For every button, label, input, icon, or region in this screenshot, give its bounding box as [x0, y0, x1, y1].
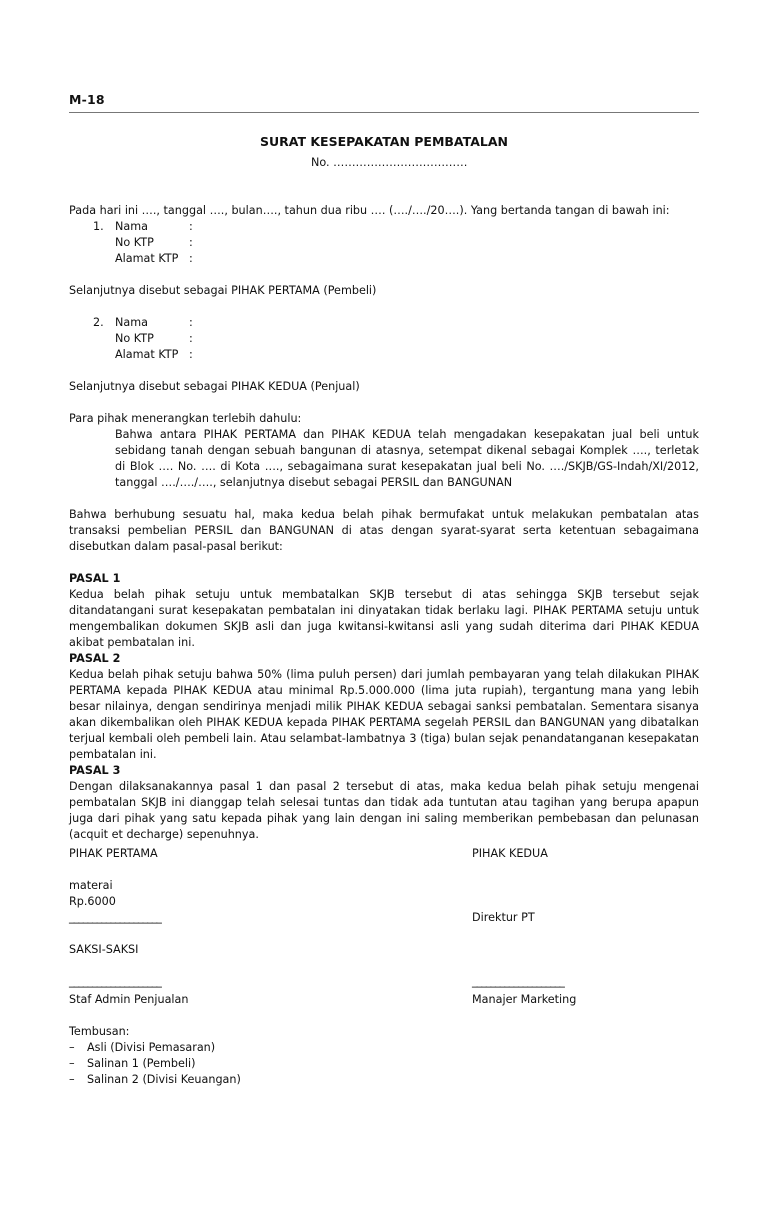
recital-intro: Para pihak menerangkan terlebih dahulu:: [69, 412, 302, 425]
first-party-label: PIHAK PERTAMA: [69, 847, 158, 860]
party-2-address-label: Alamat KTP: [115, 348, 179, 361]
witness-1-title: Staf Admin Penjualan: [69, 993, 189, 1006]
copies-label: Tembusan:: [69, 1025, 130, 1038]
dash-bullet: –: [69, 1057, 75, 1070]
dash-bullet: –: [69, 1041, 75, 1054]
article-2-heading: PASAL 2: [69, 652, 121, 665]
stamp-duty-amount: Rp.6000: [69, 895, 116, 908]
document-title: SURAT KESEPAKATAN PEMBATALAN: [260, 134, 508, 149]
witness-2-title: Manajer Marketing: [472, 993, 577, 1006]
witness-1-signature-line: ____________________: [69, 975, 161, 988]
party-2-designation: Selanjutnya disebut sebagai PIHAK KEDUA (Penjual): [69, 380, 360, 393]
article-2-text: Kedua belah pihak setuju bahwa 50% (lima puluh persen) dari jumlah pembayaran yang telah dilakukan PIHAK PERTAMA kepada PIHAK KEDUA atau minimal Rp.5.000.000 (lima juta rupiah), tergantung mana yang lebih besar nilainya, dengan sendirinya menjadi milik PIHAK KEDUA sebagai sanksi pembatalan. Sementara sisanya akan dikembalikan oleh PIHAK KEDUA kepada PIHAK PERTAMA segelah PERSIL dan BANGUNAN yang dibatalkan terjual kembali oleh pembeli lain. Atau selambat-lambatnya 3 (tiga) bulan sejak penandatanganan kesepakatan pembatalan ini.: [69, 668, 699, 761]
agreement-statement: Bahwa berhubung sesuatu hal, maka kedua belah pihak bermufakat untuk melakukan pembatalan atas transaksi pembelian PERSIL dan BANGUNAN di atas dengan syarat-syarat serta ketentuan sebagaimana disebutkan dalam pasal-pasal berikut:: [69, 508, 699, 553]
party-1-number: 1.: [93, 220, 104, 233]
article-1-heading: PASAL 1: [69, 572, 121, 585]
party-1-address-label: Alamat KTP: [115, 252, 179, 265]
article-1-text: Kedua belah pihak setuju untuk membatalkan SKJB tersebut di atas sehingga SKJB tersebut sejak ditandatangani surat kesepakatan pembatalan ini dinyatakan tidak berlaku lagi. PIHAK PERTAMA setuju untuk mengembalikan dokumen SKJB asli dan juga kwitansi-kwitansi asli yang sudah diterima dari PIHAK KEDUA akibat pembatalan ini.: [69, 588, 699, 649]
article-3-heading: PASAL 3: [69, 764, 121, 777]
list-item: [69, 1056, 196, 1072]
party-1-ktp-label: No KTP: [115, 236, 154, 249]
party-1-ktp-colon: :: [189, 236, 193, 249]
party-1-name-label: Nama: [115, 220, 148, 233]
list-item: [69, 1040, 215, 1056]
copy-item-1: Asli (Divisi Pemasaran): [87, 1041, 216, 1054]
first-party-signature-line: ____________________: [69, 911, 161, 924]
copy-item-3: Salinan 2 (Divisi Keuangan): [87, 1073, 241, 1086]
party-2-name-colon: :: [189, 316, 193, 329]
party-1-name-colon: :: [189, 220, 193, 233]
dash-bullet: –: [69, 1073, 75, 1086]
header-divider: [69, 112, 699, 113]
party-2-ktp-label: No KTP: [115, 332, 154, 345]
party-2-ktp-colon: :: [189, 332, 193, 345]
second-party-title: Direktur PT: [472, 911, 535, 924]
list-item: [69, 1072, 241, 1088]
stamp-duty-label: materai: [69, 879, 113, 892]
witnesses-label: SAKSI-SAKSI: [69, 943, 139, 956]
document-code: M-18: [69, 92, 105, 107]
party-1-address-colon: :: [189, 252, 193, 265]
article-3-text: Dengan dilaksanakannya pasal 1 dan pasal 2 tersebut di atas, maka kedua belah pihak setuju mengenai pembatalan SKJB ini dianggap telah selesai tuntas dan tidak ada tuntutan atau tagihan yang berupa apapun juga dari pihak yang satu kepada pihak yang lain dengan ini saling memberikan pembebasan dan pelunasan (acquit et decharge) sepenuhnya.: [69, 780, 699, 841]
party-2-number: 2.: [93, 316, 104, 329]
recital-body: Bahwa antara PIHAK PERTAMA dan PIHAK KEDUA telah mengadakan kesepakatan jual beli untuk sebidang tanah dengan sebuah bangunan di atasnya, setempat dikenal sebagai Komplek …., terletak di Blok …. No. …. di Kota …., sebagaimana surat kesepakatan jual beli No. …./SKJB/GS-Indah/XI/2012, tanggal …./…./…., selanjutnya disebut sebagai PERSIL dan BANGUNAN: [115, 428, 699, 489]
witness-2-signature-line: ____________________: [472, 975, 564, 988]
party-2-address-colon: :: [189, 348, 193, 361]
copy-item-2: Salinan 1 (Pembeli): [87, 1057, 196, 1070]
party-1-designation: Selanjutnya disebut sebagai PIHAK PERTAMA (Pembeli): [69, 284, 377, 297]
document-number: No. ………………………………: [311, 156, 468, 169]
second-party-label: PIHAK KEDUA: [472, 847, 548, 860]
opening-statement: Pada hari ini …., tanggal …., bulan…., tahun dua ribu …. (…./…./20….). Yang bertanda tangan di bawah ini:: [69, 204, 670, 217]
party-2-name-label: Nama: [115, 316, 148, 329]
